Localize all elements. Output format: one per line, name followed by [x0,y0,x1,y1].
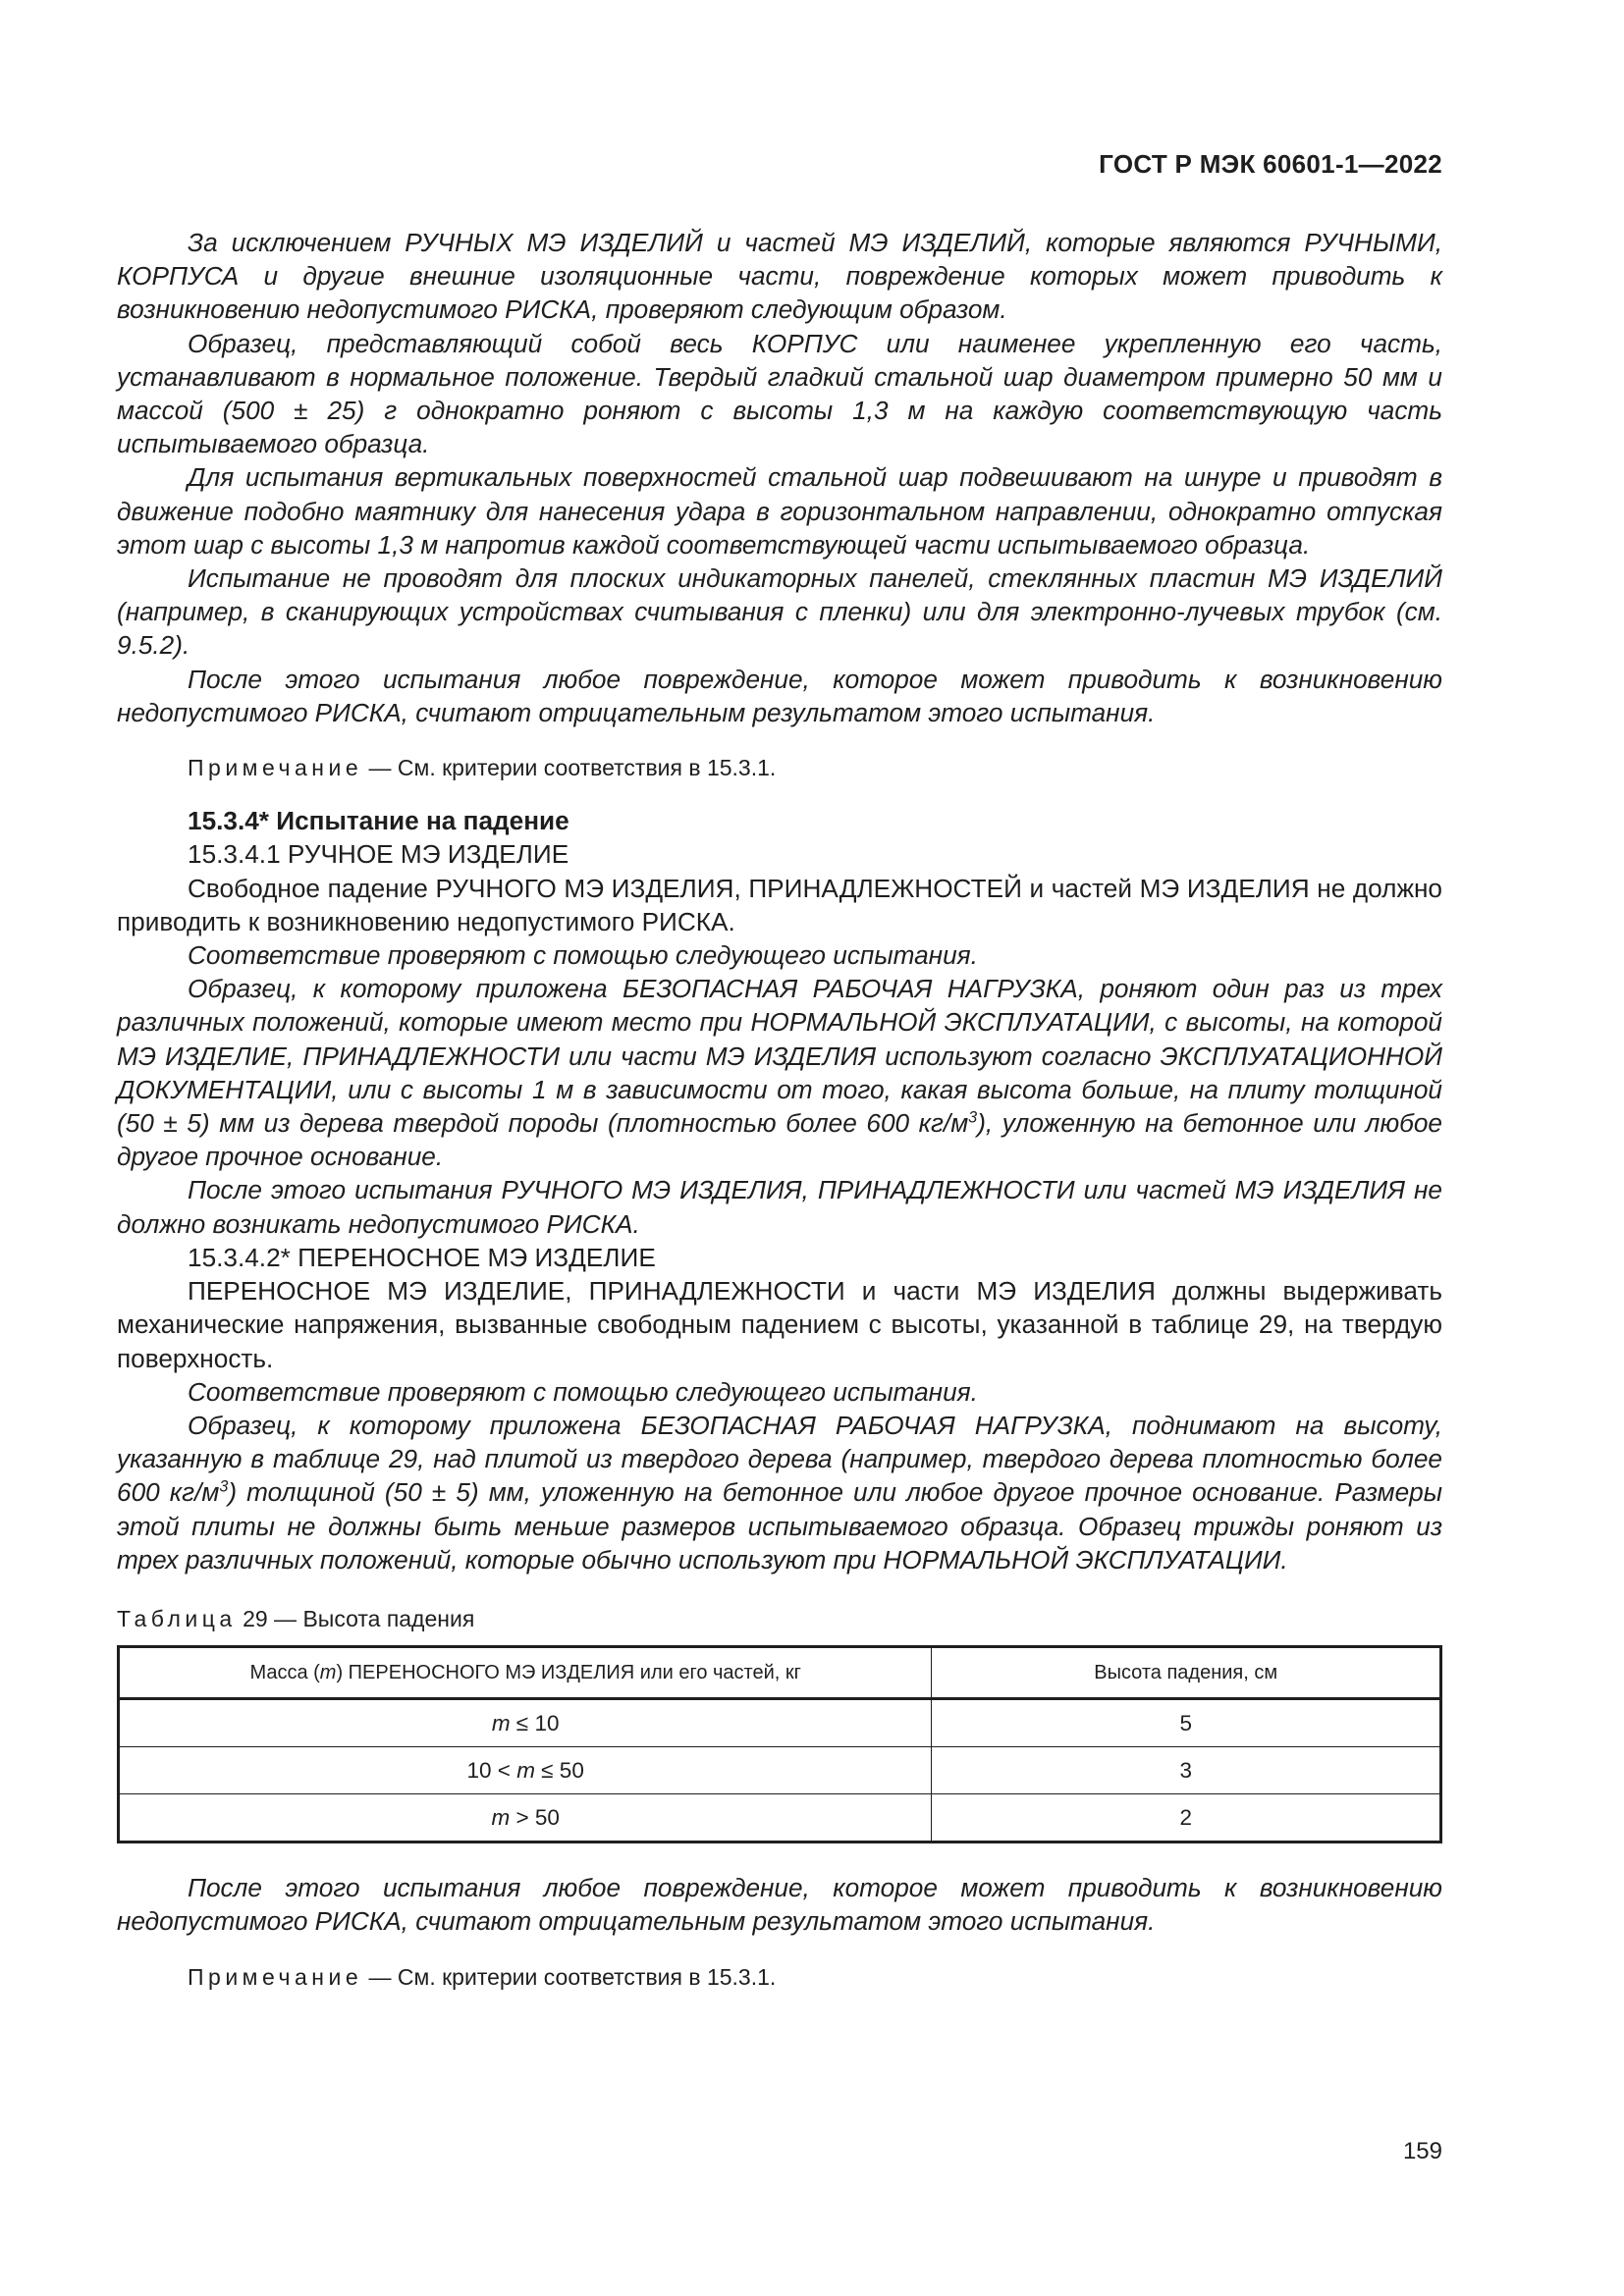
subsection-1-procedure-text-a: Образец, к которому приложена БЕЗОПАСНАЯ РАБОЧАЯ НАГРУЗКА, роняют один раз из трех различных положений, которые имеют место при НОРМАЛЬНОЙ ЭКСПЛУАТАЦИИ, с высоты, на которой МЭ ИЗДЕЛИЕ, ПРИНАДЛЕЖНОСТИ или части МЭ ИЗДЕЛИЯ используют согласно ЭКСПЛУАТАЦИОННОЙ ДОКУМЕНТАЦИИ, или с высоты 1 м в зависимости от того, какая высота больше, на плиту толщиной (50 ± 5) мм из дерева твердой породы (плотностью более 600 кг/м [117,974,1442,1139]
superscript-3: 3 [968,1108,978,1127]
table-cell-mass: m > 50 [119,1794,932,1842]
subsection-1-requirement: Свободное падение РУЧНОГО МЭ ИЗДЕЛИЯ, ПРИНАДЛЕЖНОСТЕЙ и частей МЭ ИЗДЕЛИЯ не должно приводить к возникновению недопустимого РИСКА. [117,873,1442,936]
subsection-2-procedure-text-a: Образец, к которому приложена БЕЗОПАСНАЯ РАБОЧАЯ НАГРУЗКА, поднимают на высоту, указанную в таблице 29, над плитой из твердого дерева (например, твердого дерева плотностью более 600 кг/м [117,1410,1442,1508]
table-header-row [119,1647,1441,1699]
standard-header: ГОСТ Р МЭК 60601-1—2022 [1099,149,1442,179]
table-cell-height: 2 [932,1794,1441,1842]
subsection-2-heading: 15.3.4.2* ПЕРЕНОСНОЕ МЭ ИЗДЕЛИЕ [188,1242,656,1272]
superscript-3: 3 [219,1477,229,1496]
page-number: 159 [1402,2138,1442,2164]
subsection-1-result: После этого испытания РУЧНОГО МЭ ИЗДЕЛИЯ, ПРИНАДЛЕЖНОСТИ или частей МЭ ИЗДЕЛИЯ не должно возникать недопустимого РИСКА. [117,1175,1442,1239]
note-1-label: Примечание [188,755,363,781]
subsection-2-requirement: ПЕРЕНОСНОЕ МЭ ИЗДЕЛИЕ, ПРИНАДЛЕЖНОСТИ и части МЭ ИЗДЕЛИЯ должны выдерживать механические напряжения, вызванные свободным падением с высоты, указанной в таблице 29, на твердую поверхность. [117,1276,1442,1373]
table-caption-label: Таблица [117,1605,237,1631]
subsection-1-procedure-text-b: ), уложенную на бетонное или любое другое прочное основание. [117,1108,1442,1172]
table-row [119,1747,1441,1794]
table-cell-mass: 10 < m ≤ 50 [119,1747,932,1794]
subsection-1-procedure [117,972,1442,1173]
intro-paragraph-5: После этого испытания любое повреждение, которое может приводить к возникновению недопустимого РИСКА, считают отрицательным результатом этого испытания. [117,664,1442,727]
column-header-mass: Масса (m) ПЕРЕНОСНОГО МЭ ИЗДЕЛИЯ или его частей, кг [119,1647,932,1699]
note-1-text: — См. критерии соответствия в 15.3.1. [368,755,777,781]
table-caption-text: 29 — Высота падения [243,1605,475,1631]
column-header-height: Высота падения, см [932,1647,1441,1699]
subsection-1-heading: 15.3.4.1 РУЧНОЕ МЭ ИЗДЕЛИЕ [188,839,569,870]
note-1 [117,751,1442,784]
post-test-paragraph: После этого испытания любое повреждение, которое может приводить к возникновению недопустимого РИСКА, считают отрицательным результатом этого испытания. [117,1873,1442,1937]
table-row [119,1699,1441,1747]
intro-paragraph-4: Испытание не проводят для плоских индикаторных панелей, стеклянных пластин МЭ ИЗДЕЛИЙ (например, в сканирующих устройствах считывания с пленки) или для электронно-лучевых трубок (см. 9.5.2). [117,563,1442,661]
table-cell-height: 3 [932,1747,1441,1794]
table-cell-mass: m ≤ 10 [119,1699,932,1747]
subsection-2-procedure-text-b: ) толщиной (50 ± 5) мм, уложенную на бетонное или любое другое прочное основание. Размеры этой плиты не должны быть меньше размеров испытываемого образца. Образец трижды роняют из трех различных положений, которые обычно используют при НОРМАЛЬНОЙ ЭКСПЛУАТАЦИИ. [117,1477,1443,1575]
intro-paragraph-2: Образец, представляющий собой весь КОРПУС или наименее укрепленную его часть, устанавливают в нормальное положение. Твердый гладкий стальной шар диаметром примерно 50 мм и массой (500 ± 25) г однократно роняют с высоты 1,3 м на каждую соответствующую часть испытываемого образца. [117,328,1442,459]
intro-paragraph-1: За исключением РУЧНЫХ МЭ ИЗДЕЛИЙ и частей МЭ ИЗДЕЛИЙ, которые являются РУЧНЫМИ, КОРПУСА и другие внешние изоляционные части, повреждение которых может приводить к возникновению недопустимого РИСКА, проверяют следующим образом. [117,228,1442,325]
document-body [117,226,1442,2013]
subsection-1-compliance: Соответствие проверяют с помощью следующего испытания. [188,940,978,971]
drop-height-table [117,1645,1442,1843]
table-caption [117,1602,1442,1635]
note-2-label: Примечание [188,1963,363,1990]
table-cell-height: 5 [932,1699,1441,1747]
table-row [119,1794,1441,1842]
subsection-2-procedure [117,1409,1442,1576]
section-heading: 15.3.4* Испытание на падение [188,806,569,836]
note-2 [117,1960,1442,1994]
note-2-text: — См. критерии соответствия в 15.3.1. [368,1963,777,1990]
intro-paragraph-3: Для испытания вертикальных поверхностей стальной шар подвешивают на шнуре и приводят в движение подобно маятнику для нанесения удара в горизонтальном направлении, однократно отпуская этот шар с высоты 1,3 м напротив каждой соответствующей части испытываемого образца. [117,462,1442,560]
subsection-2-compliance: Соответствие проверяют с помощью следующего испытания. [188,1376,978,1407]
